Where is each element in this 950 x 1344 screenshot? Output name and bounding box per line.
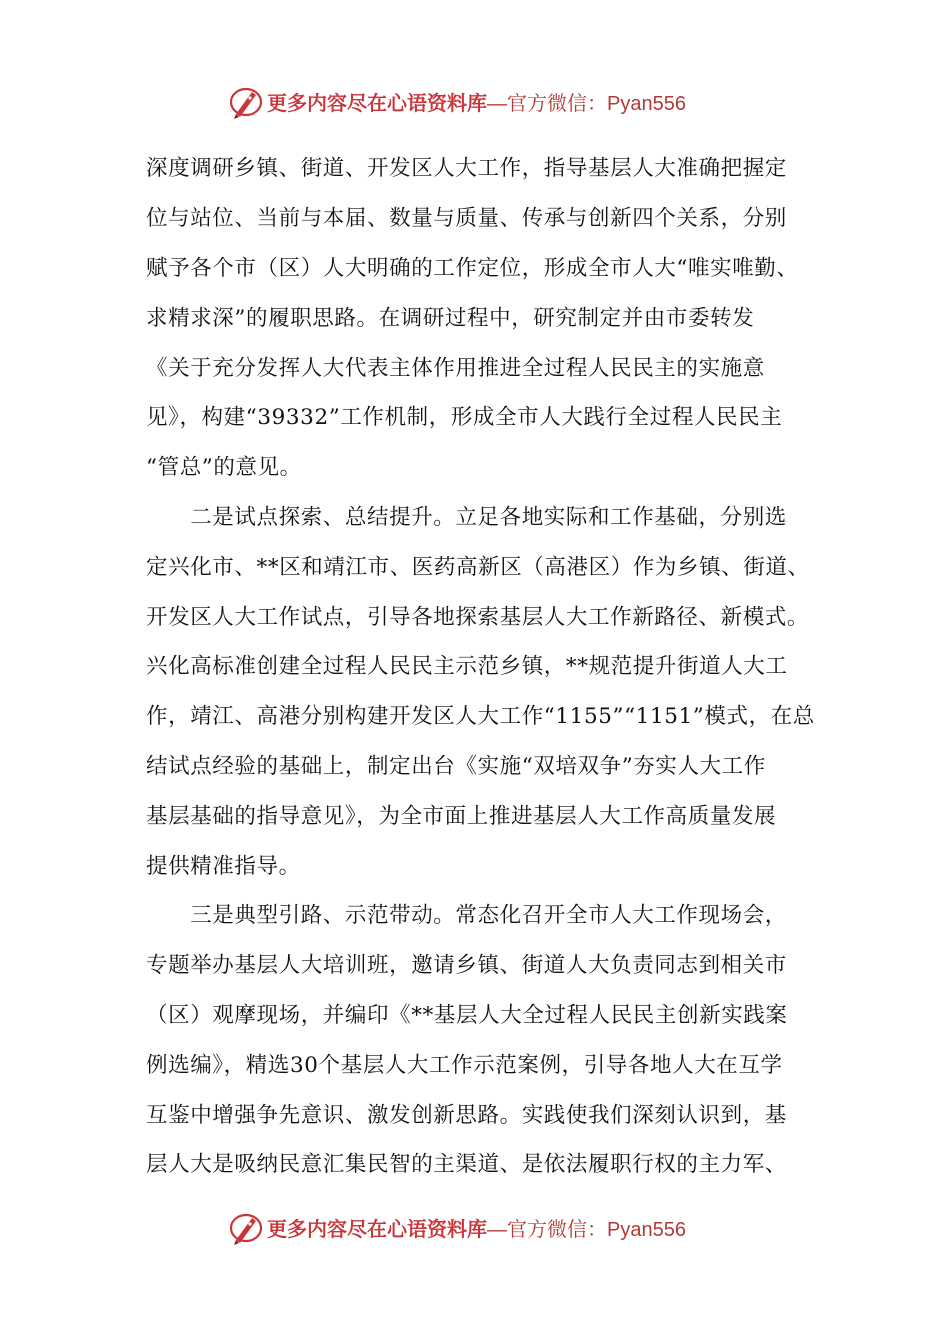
header-watermark-text	[267, 89, 686, 118]
footer-contact: —官方微信：Pyan556	[487, 1219, 686, 1241]
paragraph-start: 三是典型引路、示范带动。常态化召开全市人大工作现场会，	[146, 903, 787, 928]
text-line: 互鉴中增强争先意识、激发创新思路。实践使我们深刻认识到，基	[146, 1103, 787, 1128]
text-line: 位与站位、当前与本届、数量与质量、传承与创新四个关系，分别	[146, 206, 787, 231]
text-line: 例选编》，精选30个基层人大工作示范案例，引导各地人大在互学	[146, 1053, 783, 1078]
text-line: 兴化高标准创建全过程人民民主示范乡镇，**规范提升街道人大工	[146, 654, 788, 679]
text-line: （区）观摩现场，并编印《**基层人大全过程人民民主创新实践案	[146, 1003, 788, 1028]
text-line: “管总”的意见。	[146, 455, 302, 480]
text-line: 专题举办基层人大培训班，邀请乡镇、街道人大负责同志到相关市	[146, 953, 787, 978]
header-site-name: 更多内容尽在心语资料库	[267, 91, 487, 115]
text-line: 求精求深”的履职思路。在调研过程中，研究制定并由市委转发	[146, 306, 755, 331]
text-line: 深度调研乡镇、街道、开发区人大工作，指导基层人大准确把握定	[146, 156, 787, 181]
header-banner	[0, 84, 950, 124]
text-line: 基层基础的指导意见》，为全市面上推进基层人大工作高质量发展	[146, 804, 777, 829]
footer-watermark-text	[267, 1215, 686, 1244]
text-line: 层人大是吸纳民意汇集民智的主渠道、是依法履职行权的主力军、	[146, 1152, 787, 1177]
text-line: 结试点经验的基础上，制定出台《实施“双培双争”夯实人大工作	[146, 754, 766, 779]
text-line: 《关于充分发挥人大代表主体作用推进全过程人民民主的实施意	[146, 356, 765, 381]
header-contact: —官方微信：Pyan556	[487, 93, 686, 115]
paragraph-start: 二是试点探索、总结提升。立足各地实际和工作基础，分别选	[146, 505, 787, 530]
text-line: 开发区人大工作试点，引导各地探索基层人大工作新路径、新模式。	[146, 605, 810, 630]
pen-nib-logo-icon	[226, 84, 264, 122]
text-line: 见》，构建“39332”工作机制，形成全市人大践行全过程人民民主	[146, 405, 783, 430]
text-line: 提供精准指导。	[146, 854, 301, 879]
text-line: 定兴化市、**区和靖江市、医药高新区（高港区）作为乡镇、街道、	[146, 555, 810, 580]
text-line: 作，靖江、高港分别构建开发区人大工作“1155”“1151”模式，在总	[146, 704, 815, 729]
pen-nib-logo-icon	[226, 1210, 264, 1248]
footer-site-name: 更多内容尽在心语资料库	[267, 1217, 487, 1241]
text-line: 赋予各个市（区）人大明确的工作定位，形成全市人大“唯实唯勤、	[146, 256, 799, 281]
footer-banner	[0, 1210, 950, 1250]
